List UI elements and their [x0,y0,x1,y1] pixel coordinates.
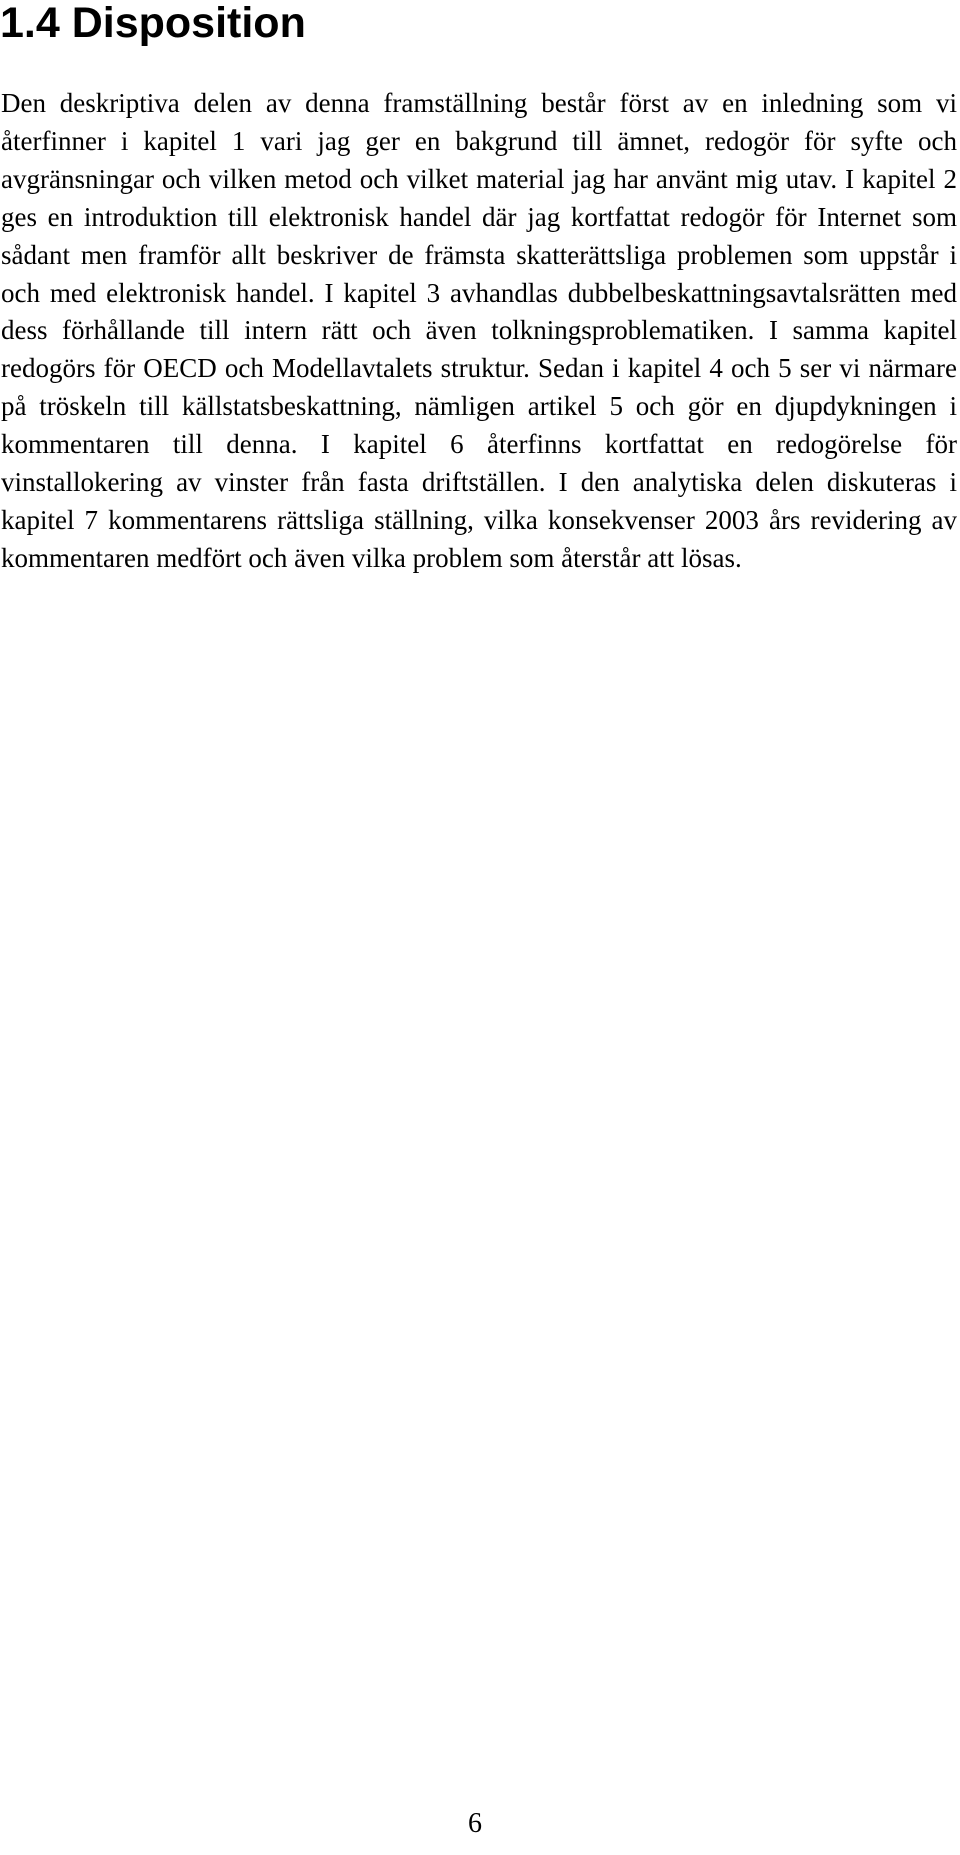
section-heading: 1.4 Disposition [0,0,306,47]
disposition-paragraph: Den deskriptiva delen av denna framställning består först av en inledning som vi återfinner i kapitel 1 vari jag ger en bakgrund till ämnet, redogör för syfte och avgränsningar och vilken metod och vilket material jag har använt mig utav. I kapitel 2 ges en introduktion till elektronisk handel där jag kortfattat redogör för Internet som sådant men framför allt beskriver de främsta skatterättsliga problemen som uppstår i och med elektronisk handel. I kapitel 3 avhandlas dubbelbeskattningsavtalsrätten med dess förhållande till intern rätt och även tolkningsproblematiken. I samma kapitel redogörs för OECD och Modellavtalets struktur. Sedan i kapitel 4 och 5 ser vi närmare på tröskeln till källstatsbeskattning, nämligen artikel 5 och gör en djupdykningen i kommentaren till denna. I kapitel 6 återfinns kortfattat en redogörelse för vinstallokering av vinster från fasta driftställen. I den analytiska delen diskuteras i kapitel 7 kommentarens rättsliga ställning, vilka konsekvenser 2003 års revidering av kommentaren medfört och även vilka problem som återstår att lösas. [1,88,957,573]
page-number: 6 [468,1808,482,1839]
